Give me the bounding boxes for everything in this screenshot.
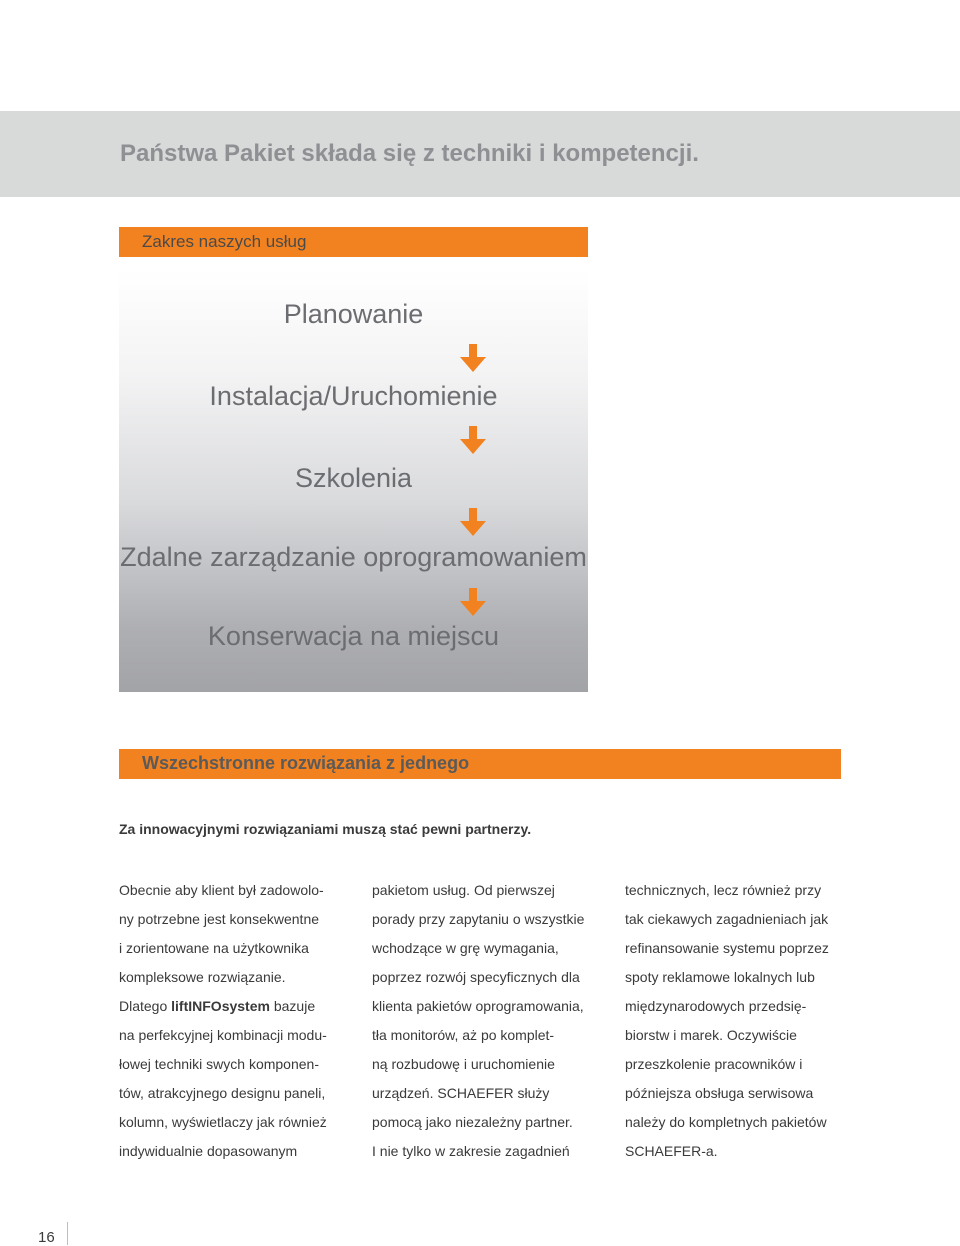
text-column-2	[372, 876, 602, 1166]
step-planning: Planowanie	[283, 299, 424, 329]
page-number: 16	[38, 1229, 55, 1246]
text-line: łowej techniki swych komponen-	[119, 1056, 319, 1072]
text-line: klienta pakietów oprogramowania,	[372, 998, 584, 1014]
solutions-heading-bar	[119, 749, 841, 779]
text-column-3	[625, 876, 865, 1166]
down-arrow-icon	[460, 508, 486, 536]
down-arrow-icon	[460, 588, 486, 616]
services-flow-box	[119, 270, 588, 692]
text-segment: Dlatego	[119, 998, 172, 1014]
text-line: refinansowanie systemu poprzez	[625, 940, 829, 956]
text-column-1	[119, 876, 349, 1166]
text-line: kolumn, wyświetlaczy jak również	[119, 1114, 327, 1130]
text-line: tak ciekawych zagadnieniach jak	[625, 911, 829, 927]
brand-name: liftINFOsystem	[171, 998, 270, 1014]
text-line: porady przy zapytaniu o wszystkie	[372, 911, 585, 927]
step-installation: Instalacja/Uruchomienie	[209, 381, 498, 411]
text-line: należy do kompletnych pakietów	[625, 1114, 827, 1130]
text-line: indywidualnie dopasowanym	[119, 1143, 298, 1159]
text-line: poprzez rozwój specyficznych dla	[372, 969, 580, 985]
text-line: technicznych, lecz również przy	[625, 882, 822, 898]
text-line: na perfekcyjnej kombinacji modu-	[119, 1027, 327, 1043]
text-line: kompleksowe rozwiązanie.	[119, 969, 286, 985]
services-heading-bar	[119, 227, 588, 257]
step-remote-management: Zdalne zarządzanie oprogramowaniem	[120, 542, 587, 572]
text-line: przeszkolenie pracowników i	[625, 1056, 803, 1072]
text-line: ny potrzebne jest konsekwentne	[119, 911, 320, 927]
down-arrow-icon	[460, 426, 486, 454]
text-line-brand	[119, 992, 349, 1021]
text-line: pomocą jako niezależny partner.	[372, 1114, 573, 1130]
text-line: Obecnie aby klient był zadowolo-	[119, 882, 324, 898]
text-line: SCHAEFER-a.	[625, 1143, 718, 1159]
text-line: pakietom usług. Od pierwszej	[372, 882, 555, 898]
text-line: i zorientowane na użytkownika	[119, 940, 309, 956]
section-subtitle: Za innowacyjnymi rozwiązaniami muszą stać pewni partnerzy.	[119, 821, 532, 837]
text-line: urządzeń. SCHAEFER służy	[372, 1085, 550, 1101]
page-number-divider	[67, 1222, 68, 1245]
down-arrow-icon	[460, 344, 486, 372]
text-line: biorstw i marek. Oczywiście	[625, 1027, 797, 1043]
step-training: Szkolenia	[294, 463, 413, 493]
services-heading: Zakres naszych usług	[142, 232, 307, 251]
step-onsite-maintenance: Konserwacja na miejscu	[207, 621, 500, 651]
solutions-heading: Wszechstronne rozwiązania z jednego	[142, 753, 470, 773]
text-line: międzynarodowych przedsię-	[625, 998, 807, 1014]
text-segment: bazuje	[269, 998, 316, 1014]
text-line: spoty reklamowe lokalnych lub	[625, 969, 815, 985]
page-title: Państwa Pakiet składa się z techniki i kompetencji.	[120, 140, 699, 167]
text-line: tów, atrakcyjnego designu paneli,	[119, 1085, 326, 1101]
text-line: wchodzące w grę wymagania,	[372, 940, 559, 956]
text-line: I nie tylko w zakresie zagadnień	[372, 1143, 570, 1159]
text-line: tła monitorów, aż po komplet-	[372, 1027, 555, 1043]
text-line: późniejsza obsługa serwisowa	[625, 1085, 814, 1101]
text-line: ną rozbudowę i uruchomienie	[372, 1056, 555, 1072]
